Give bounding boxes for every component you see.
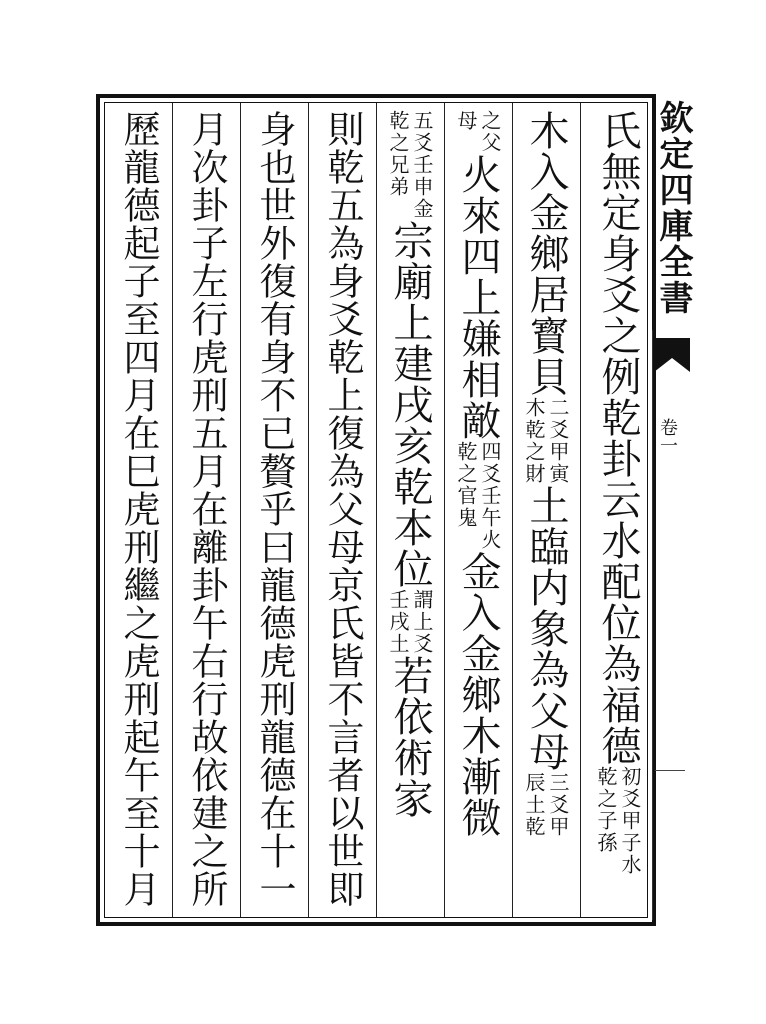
column-rule — [308, 103, 309, 917]
annotation — [455, 110, 501, 154]
annotation-left: 辰土乾 — [522, 772, 546, 838]
annotation-right: 二爻甲寅 — [546, 397, 570, 485]
annotation-right: 初爻甲子水 — [618, 766, 642, 876]
annotation-right: 三爻甲 — [546, 772, 570, 838]
text-column-3 — [448, 110, 508, 910]
fishtail-mark-icon — [652, 336, 692, 376]
main-text: 則乾五為身爻乾上復為父母京氏皆不言者以世即 — [321, 110, 364, 908]
text-column-6 — [244, 110, 304, 910]
annotation-right: 謂上爻 — [410, 589, 434, 655]
column-rule — [444, 103, 445, 917]
annotation — [523, 397, 569, 485]
main-text: 氏無定身爻之例乾卦云水配位為福德 — [595, 110, 641, 766]
main-text: 月次卦子左行虎刑五月在離卦午右行故依建之所 — [185, 110, 228, 908]
column-rule — [376, 103, 377, 917]
text-column-8 — [108, 110, 168, 910]
annotation — [523, 772, 569, 838]
annotation — [455, 441, 501, 551]
annotation-left: 乾之官鬼 — [454, 441, 478, 529]
main-text: 金入金鄉木漸微 — [455, 551, 501, 838]
text-column-7 — [176, 110, 236, 910]
column-rule — [512, 103, 513, 917]
volume-label: 卷一 — [657, 418, 678, 454]
text-column-1 — [588, 110, 648, 910]
column-rule — [580, 103, 581, 917]
main-text: 歷龍德起子至四月在巳虎刑繼之虎刑起午至十月 — [117, 110, 160, 908]
column-rule — [172, 103, 173, 917]
text-column-2 — [516, 110, 576, 910]
main-text: 宗廟上建戌亥乾本位 — [387, 220, 433, 589]
main-text: 火來四上嫌相敵 — [455, 154, 501, 441]
column-rule — [240, 103, 241, 917]
annotation-left: 壬戌土 — [386, 589, 410, 655]
annotation-left: 乾之兄弟 — [386, 110, 410, 198]
main-text: 土臨内象為父母 — [523, 485, 569, 772]
annotation — [387, 110, 433, 220]
margin-mark — [655, 770, 685, 771]
annotation-left: 木乾之財 — [522, 397, 546, 485]
main-text: 木入金鄉居寳貝 — [523, 110, 569, 397]
text-column-4 — [380, 110, 440, 910]
annotation — [387, 589, 433, 655]
annotation-right: 五爻壬申金 — [410, 110, 434, 220]
header-rule — [652, 330, 653, 920]
annotation-left: 乾之子孫 — [594, 766, 618, 854]
book-title: 欽定四庫全書 — [653, 100, 693, 316]
text-column-5 — [312, 110, 372, 910]
annotation-left: 母 — [454, 110, 478, 132]
annotation — [595, 766, 641, 876]
main-text: 若依術家 — [387, 655, 433, 819]
annotation-right: 之父 — [478, 110, 502, 154]
annotation-right: 四爻壬午火 — [478, 441, 502, 551]
main-text: 身也世外復有身不已贅乎曰龍德虎刑龍德在十一 — [253, 110, 296, 908]
